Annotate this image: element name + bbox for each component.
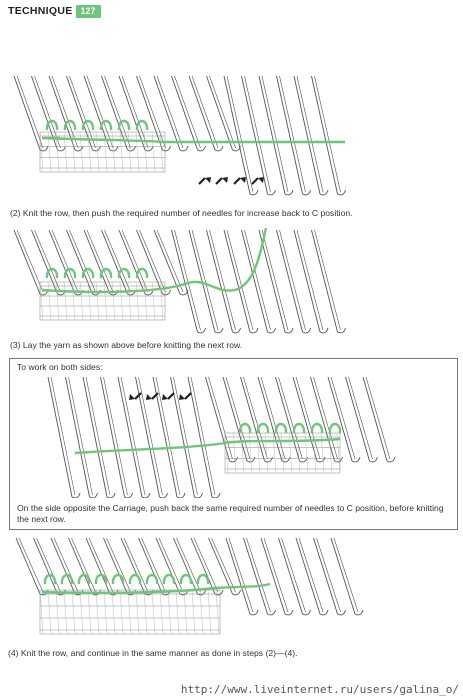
fabric-column bbox=[88, 590, 91, 634]
needle-line bbox=[264, 538, 288, 612]
needle-hook bbox=[338, 610, 346, 615]
needle-hook bbox=[268, 328, 276, 333]
needle-line bbox=[105, 230, 131, 292]
needle-hook bbox=[230, 457, 238, 462]
needle-line bbox=[209, 377, 233, 459]
fabric-column bbox=[104, 590, 107, 634]
needle-line bbox=[242, 76, 268, 194]
needle-line bbox=[244, 377, 268, 459]
push-arrow-head bbox=[258, 177, 264, 183]
fabric-column bbox=[48, 282, 51, 320]
needle-line bbox=[70, 230, 96, 292]
needle-line bbox=[191, 538, 215, 594]
fabric-column bbox=[128, 590, 131, 634]
fabric-column bbox=[120, 282, 123, 320]
needle-line bbox=[363, 377, 387, 461]
needle-line bbox=[121, 538, 145, 594]
push-arrow-head bbox=[179, 394, 185, 400]
fabric-column bbox=[208, 590, 211, 634]
needle-line bbox=[293, 377, 317, 461]
needle-line bbox=[296, 377, 320, 459]
fabric-column bbox=[48, 590, 51, 634]
needle-line bbox=[189, 76, 215, 150]
fabric-column bbox=[289, 433, 292, 473]
needle-line bbox=[315, 76, 341, 192]
needle-line bbox=[156, 377, 180, 495]
push-arrow bbox=[252, 178, 258, 184]
needle-line bbox=[192, 230, 218, 330]
fabric-column bbox=[128, 282, 131, 320]
needle-line bbox=[297, 230, 323, 330]
knitting-diagram-step-3 bbox=[0, 224, 463, 339]
needle-line bbox=[258, 377, 282, 461]
fabric-column bbox=[168, 590, 171, 634]
needle-line bbox=[34, 538, 58, 594]
fabric-column bbox=[112, 132, 115, 172]
fabric-column bbox=[144, 282, 147, 320]
stitch-loop bbox=[240, 424, 250, 433]
fabric-column bbox=[216, 590, 219, 634]
needle-line bbox=[87, 230, 113, 292]
fabric-column bbox=[152, 132, 155, 172]
needle-line bbox=[14, 76, 40, 150]
needle-hook bbox=[265, 457, 273, 462]
fabric-column bbox=[184, 590, 187, 634]
section-title: TECHNIQUE bbox=[8, 5, 73, 17]
needle-line bbox=[210, 230, 236, 330]
figure-step-3 bbox=[0, 224, 463, 339]
fabric-column bbox=[128, 132, 131, 172]
needle-line bbox=[51, 538, 75, 594]
push-arrow-head bbox=[162, 394, 168, 400]
needle-hook bbox=[233, 328, 241, 333]
needle-line bbox=[277, 76, 303, 194]
needle-line bbox=[242, 230, 268, 332]
fabric-column bbox=[241, 433, 244, 473]
needle-line bbox=[261, 538, 285, 614]
needle-line bbox=[224, 230, 250, 332]
needle-hook bbox=[160, 493, 168, 498]
needle-line bbox=[297, 76, 323, 192]
needle-hook bbox=[320, 328, 328, 333]
needle-hook bbox=[338, 328, 346, 333]
needle-line bbox=[349, 377, 373, 459]
push-arrow bbox=[185, 393, 191, 399]
needle-line bbox=[142, 538, 166, 592]
needle-line bbox=[19, 538, 43, 592]
needle-line bbox=[262, 76, 288, 192]
needle-hook bbox=[338, 190, 346, 195]
needle-line bbox=[83, 377, 107, 497]
needle-line bbox=[331, 538, 355, 614]
needle-hook bbox=[320, 610, 328, 615]
needle-hook bbox=[233, 590, 241, 595]
fabric-column bbox=[40, 590, 43, 634]
fabric-column bbox=[120, 132, 123, 172]
fabric-column bbox=[152, 282, 155, 320]
stitch-loop bbox=[147, 575, 157, 584]
needle-hook bbox=[198, 328, 206, 333]
fabric-column bbox=[313, 433, 316, 473]
needle-hook bbox=[317, 457, 325, 462]
needle-line bbox=[334, 538, 358, 612]
figure-step-4 bbox=[0, 534, 463, 644]
stitch-loop bbox=[96, 575, 106, 584]
needle-hook bbox=[285, 190, 293, 195]
page-header bbox=[8, 4, 101, 18]
needle-hook bbox=[268, 190, 276, 195]
needle-line bbox=[191, 377, 215, 495]
needle-line bbox=[86, 377, 110, 495]
needle-hook bbox=[215, 328, 223, 333]
needle-line bbox=[140, 230, 166, 292]
fabric-column bbox=[96, 590, 99, 634]
needle-line bbox=[314, 377, 338, 459]
needle-line bbox=[119, 76, 145, 150]
needle-line bbox=[259, 76, 285, 194]
needle-line bbox=[314, 538, 338, 614]
needle-line bbox=[226, 377, 250, 459]
needle-line bbox=[156, 538, 180, 594]
needle-line bbox=[67, 230, 93, 294]
needle-line bbox=[296, 538, 320, 614]
push-arrow bbox=[216, 178, 222, 184]
needle-line bbox=[261, 377, 285, 459]
push-arrow bbox=[234, 178, 240, 184]
fabric-column bbox=[80, 132, 83, 172]
push-arrow-head bbox=[146, 394, 152, 400]
both-sides-title: To work on both sides: bbox=[17, 362, 103, 372]
needle-hook bbox=[268, 610, 276, 615]
needle-line bbox=[279, 538, 303, 614]
needle-hook bbox=[142, 493, 150, 498]
needle-line bbox=[70, 76, 96, 148]
fabric-column bbox=[144, 590, 147, 634]
needle-line bbox=[104, 377, 128, 495]
needle-line bbox=[16, 538, 40, 594]
needle-line bbox=[54, 538, 78, 592]
needle-line bbox=[72, 538, 96, 592]
fabric-column bbox=[112, 282, 115, 320]
caption-step-2: (2) Knit the row, then push the required number of needles for increase back to C position. bbox=[10, 208, 353, 218]
needle-hook bbox=[163, 290, 171, 295]
fabric-column bbox=[136, 282, 139, 320]
knitting-diagram-both-sides bbox=[10, 373, 457, 498]
needle-line bbox=[122, 76, 148, 148]
needle-line bbox=[174, 377, 198, 495]
fabric-column bbox=[80, 282, 83, 320]
fabric-column bbox=[144, 132, 147, 172]
fabric-column bbox=[249, 433, 252, 473]
needle-line bbox=[280, 230, 306, 330]
needle-line bbox=[89, 538, 113, 592]
needle-line bbox=[188, 377, 212, 497]
needle-line bbox=[227, 76, 253, 192]
needle-line bbox=[17, 76, 43, 148]
fabric-column bbox=[96, 132, 99, 172]
needle-hook bbox=[320, 190, 328, 195]
needle-hook bbox=[250, 328, 258, 333]
needle-line bbox=[119, 230, 145, 294]
fabric-column bbox=[152, 590, 155, 634]
stitch-loop bbox=[47, 121, 57, 130]
needle-line bbox=[154, 76, 180, 150]
stitch-loop bbox=[137, 121, 147, 130]
needle-line bbox=[104, 538, 128, 594]
needle-hook bbox=[198, 146, 206, 151]
fabric-column bbox=[233, 433, 236, 473]
stitch-loop bbox=[137, 269, 147, 278]
stitch-loop bbox=[294, 424, 304, 433]
fabric-column bbox=[305, 433, 308, 473]
both-sides-caption: On the side opposite the Carriage, push back the same required number of needles to C position, before knitting the next row. bbox=[17, 503, 444, 524]
needle-line bbox=[175, 230, 201, 330]
needle-hook bbox=[215, 146, 223, 151]
needle-line bbox=[175, 76, 201, 148]
needle-hook bbox=[72, 493, 80, 498]
caption-step-3: (3) Lay the yarn as shown above before knitting the next row. bbox=[10, 340, 243, 350]
needle-line bbox=[137, 230, 163, 294]
needle-line bbox=[35, 230, 61, 292]
needle-line bbox=[66, 377, 90, 497]
needle-line bbox=[84, 230, 110, 294]
needle-hook bbox=[370, 457, 378, 462]
fabric-column bbox=[160, 132, 163, 172]
needle-line bbox=[247, 538, 271, 612]
needle-hook bbox=[250, 610, 258, 615]
fabric-column bbox=[104, 282, 107, 320]
needle-line bbox=[121, 377, 145, 495]
needle-line bbox=[262, 230, 288, 330]
source-url: http://www.liveinternet.ru/users/galina_o/ bbox=[180, 683, 459, 696]
needle-line bbox=[206, 377, 230, 461]
needle-hook bbox=[303, 610, 311, 615]
needle-line bbox=[331, 377, 355, 459]
needle-line bbox=[17, 230, 43, 292]
needle-line bbox=[223, 377, 247, 461]
figure-step-2 bbox=[0, 70, 463, 200]
needle-line bbox=[171, 377, 195, 497]
needle-line bbox=[139, 377, 163, 495]
needle-line bbox=[159, 538, 183, 592]
fabric-column bbox=[56, 590, 59, 634]
needle-line bbox=[294, 230, 320, 332]
fabric-column bbox=[160, 590, 163, 634]
needle-line bbox=[226, 538, 250, 614]
needle-hook bbox=[335, 457, 343, 462]
needle-line bbox=[14, 230, 40, 294]
needle-line bbox=[174, 538, 198, 594]
needle-hook bbox=[125, 493, 133, 498]
stitch-loop bbox=[181, 575, 191, 584]
stitch-loop bbox=[312, 424, 322, 433]
needle-line bbox=[299, 538, 323, 612]
needle-line bbox=[157, 76, 183, 148]
needle-hook bbox=[177, 493, 185, 498]
push-arrow-head bbox=[240, 177, 246, 183]
needle-hook bbox=[300, 457, 308, 462]
push-arrow bbox=[168, 393, 174, 399]
needle-hook bbox=[250, 190, 258, 195]
stitch-loop bbox=[276, 424, 286, 433]
needle-hook bbox=[107, 493, 115, 498]
needle-line bbox=[86, 538, 110, 594]
knitting-diagram-step-4 bbox=[0, 534, 463, 644]
push-arrow bbox=[199, 178, 205, 184]
needle-hook bbox=[212, 493, 220, 498]
push-arrow-head bbox=[205, 177, 211, 183]
needle-hook bbox=[195, 493, 203, 498]
knitting-diagram-step-2 bbox=[0, 70, 463, 200]
needle-hook bbox=[355, 610, 363, 615]
fabric-column bbox=[88, 132, 91, 172]
needle-line bbox=[87, 76, 113, 148]
both-sides-box bbox=[9, 358, 458, 530]
needle-line bbox=[366, 377, 390, 459]
stitch-loop bbox=[47, 269, 57, 278]
stitch-loop bbox=[164, 575, 174, 584]
needle-line bbox=[51, 377, 75, 495]
needle-line bbox=[244, 538, 268, 614]
needle-line bbox=[207, 76, 233, 150]
push-arrow-head bbox=[129, 394, 135, 400]
needle-line bbox=[37, 538, 61, 592]
needle-hook bbox=[90, 493, 98, 498]
fabric-column bbox=[112, 590, 115, 634]
needle-line bbox=[192, 76, 218, 148]
stitch-loop bbox=[198, 575, 208, 584]
needle-line bbox=[107, 538, 131, 592]
needle-line bbox=[245, 76, 271, 192]
caption-step-4: (4) Knit the row, and continue in the same manner as done in steps (2)—(4). bbox=[8, 648, 298, 658]
needle-line bbox=[102, 230, 128, 294]
needle-line bbox=[124, 538, 148, 592]
fabric-column bbox=[64, 282, 67, 320]
stitch-loop bbox=[130, 575, 140, 584]
fabric-column bbox=[200, 590, 203, 634]
needle-line bbox=[101, 377, 125, 497]
stitch-loop bbox=[101, 269, 111, 278]
needle-line bbox=[137, 76, 163, 150]
fabric-column bbox=[96, 282, 99, 320]
stitch-loop bbox=[83, 121, 93, 130]
needle-hook bbox=[352, 457, 360, 462]
needle-hook bbox=[387, 457, 395, 462]
needle-hook bbox=[285, 610, 293, 615]
fabric-column bbox=[80, 590, 83, 634]
yarn-path bbox=[42, 228, 266, 292]
needle-line bbox=[294, 76, 320, 194]
needle-line bbox=[69, 377, 93, 495]
needle-line bbox=[48, 377, 72, 497]
fabric-column bbox=[64, 590, 67, 634]
needle-hook bbox=[285, 328, 293, 333]
needle-line bbox=[49, 230, 75, 294]
needle-line bbox=[207, 230, 233, 332]
fabric-column bbox=[120, 590, 123, 634]
needle-line bbox=[224, 76, 250, 194]
needle-line bbox=[282, 538, 306, 612]
needle-line bbox=[312, 230, 338, 332]
needle-line bbox=[317, 538, 341, 612]
page-number-badge: 127 bbox=[76, 5, 101, 18]
push-arrow-head bbox=[222, 177, 228, 183]
needle-line bbox=[241, 377, 265, 461]
needle-line bbox=[315, 230, 341, 330]
fabric-column bbox=[176, 590, 179, 634]
needle-line bbox=[154, 230, 180, 294]
fabric-column bbox=[72, 590, 75, 634]
needle-line bbox=[172, 76, 198, 150]
stitch-loop bbox=[113, 575, 123, 584]
fabric-column bbox=[72, 282, 75, 320]
needle-line bbox=[280, 76, 306, 192]
needle-line bbox=[105, 76, 131, 148]
fabric-outline bbox=[40, 590, 220, 634]
needle-line bbox=[139, 538, 163, 594]
fabric-column bbox=[136, 590, 139, 634]
needle-line bbox=[32, 230, 58, 294]
fabric-column bbox=[192, 590, 195, 634]
fabric-column bbox=[136, 132, 139, 172]
stitch-loop bbox=[330, 424, 340, 433]
needle-line bbox=[276, 377, 300, 461]
needle-hook bbox=[180, 146, 188, 151]
needle-line bbox=[312, 76, 338, 194]
needle-line bbox=[346, 377, 370, 461]
needle-line bbox=[229, 538, 253, 612]
needle-line bbox=[277, 230, 303, 332]
needle-hook bbox=[303, 328, 311, 333]
needle-line bbox=[69, 538, 93, 594]
needle-hook bbox=[303, 190, 311, 195]
